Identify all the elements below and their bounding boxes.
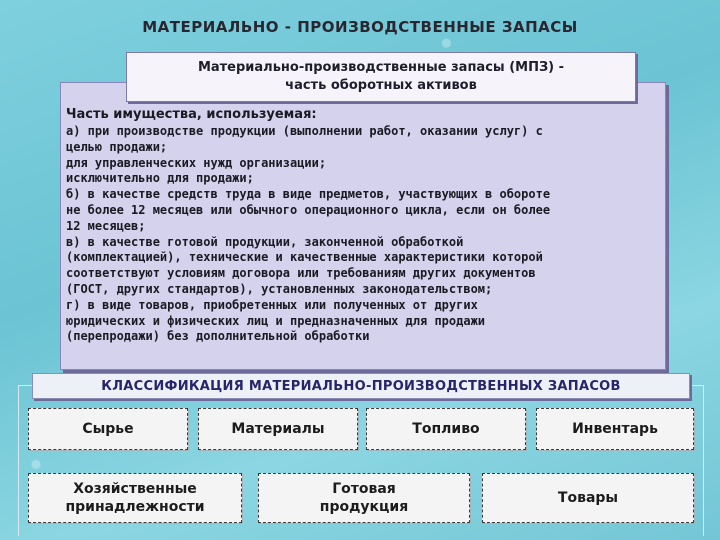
panel-line: б) в качестве средств труда в виде предметов, участвующих в обороте: [66, 187, 551, 202]
category-line: Хозяйственные: [73, 481, 197, 497]
category-line: Готовая: [332, 481, 396, 497]
panel-line: 12 месяцев;: [66, 218, 146, 233]
classification-title: КЛАССИФИКАЦИЯ МАТЕРИАЛЬНО-ПРОИЗВОДСТВЕННЫХ ЗАПАСОВ: [32, 373, 690, 399]
panel-line: юридических и физических лиц и предназначенных для продажи: [66, 313, 486, 328]
category-toplivo: Топливо: [366, 408, 526, 450]
definition-line-2: часть оборотных активов: [285, 78, 477, 93]
usage-panel-content: [66, 107, 660, 345]
definition-line-1: Материально-производственные запасы (МПЗ) -: [197, 60, 565, 75]
panel-line: г) в виде товаров, приобретенных или полученных от других: [66, 297, 478, 312]
panel-line: не более 12 месяцев или обычного операционного цикла, если он более: [66, 202, 551, 217]
panel-line: для управленческих нужд организации;: [66, 155, 327, 170]
panel-line: целью продажи;: [66, 139, 168, 154]
category-line: продукция: [319, 499, 409, 515]
category-materialy: Материалы: [198, 408, 358, 450]
panel-line: соответствуют условиям договора или требованиям других документов: [66, 266, 536, 281]
definition-box: [126, 52, 636, 102]
panel-line: а) при производстве продукции (выполнении работ, оказании услуг) с: [66, 124, 543, 138]
panel-line: (ГОСТ, других стандартов), установленных законодательством;: [66, 281, 493, 296]
panel-line: в) в качестве готовой продукции, законченной обработкой: [66, 234, 464, 249]
panel-line: (перепродажи) без дополнительной обработки: [66, 329, 370, 344]
panel-line: исключительно для продажи;: [66, 171, 254, 186]
panel-heading: Часть имущества, используемая:: [66, 107, 317, 122]
category-gotovaya-produktsiya: [258, 473, 470, 523]
category-line: принадлежности: [65, 499, 205, 515]
category-syrye: Сырье: [28, 408, 188, 450]
category-khozyaystvennye: [28, 473, 242, 523]
panel-line: (комплектацией), технические и качественные характеристики которой: [66, 250, 543, 265]
category-inventar: Инвентарь: [536, 408, 694, 450]
category-tovary: Товары: [482, 473, 694, 523]
slide-title: МАТЕРИАЛЬНО - ПРОИЗВОДСТВЕННЫЕ ЗАПАСЫ: [142, 18, 578, 36]
